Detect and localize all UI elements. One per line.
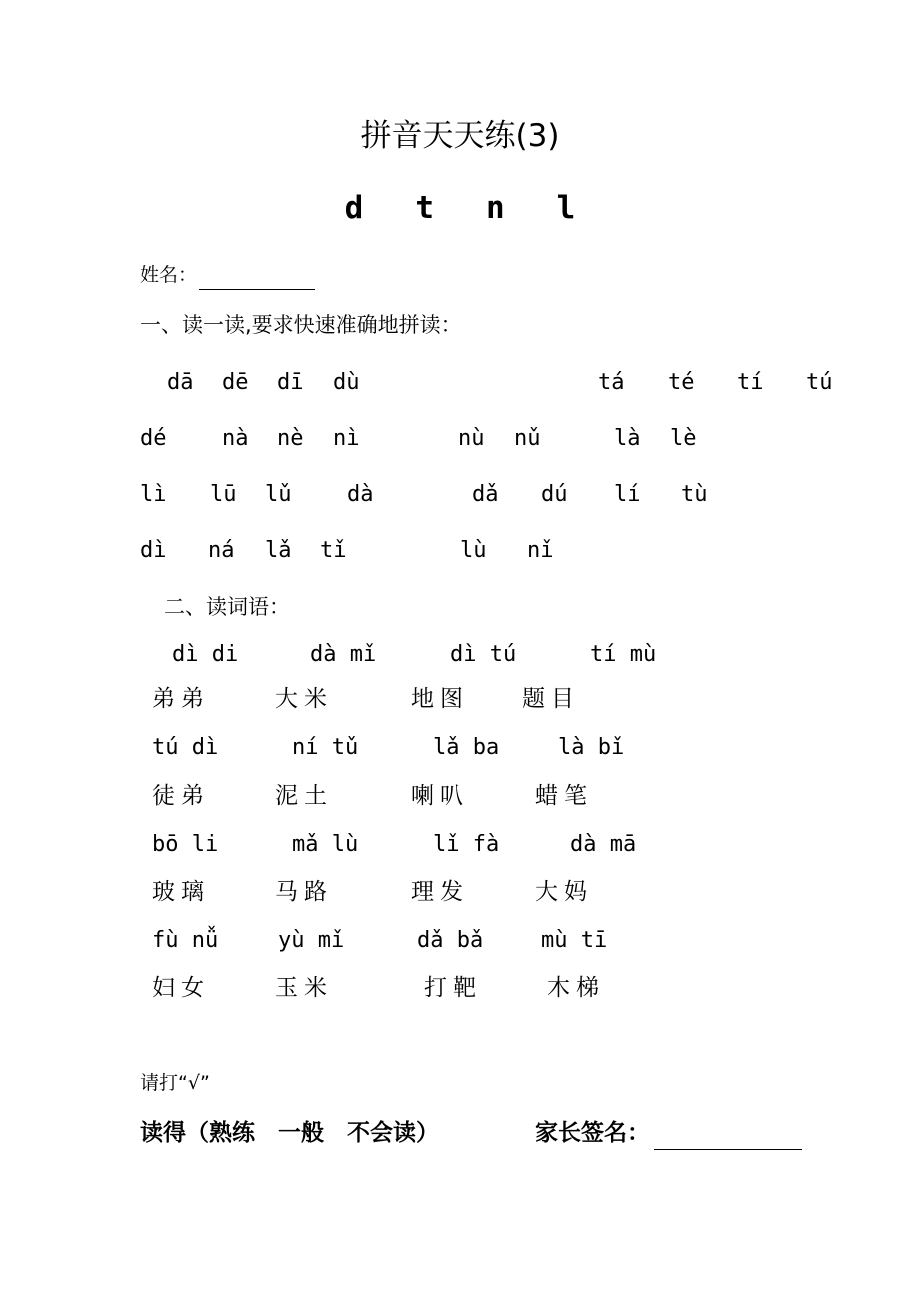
- syllable: dì: [140, 538, 167, 563]
- word-hanzi: 题目: [522, 686, 580, 712]
- initials-heading: [0, 186, 920, 230]
- syllable: nì: [333, 426, 360, 451]
- word-pinyin: yù mǐ: [278, 928, 345, 953]
- syllable: nè: [277, 426, 304, 451]
- word-hanzi: 喇叭: [411, 783, 469, 809]
- check-instruction: 请打“√”: [140, 1072, 210, 1094]
- syllable: lǎ: [265, 538, 292, 563]
- syllable: tù: [681, 482, 708, 507]
- syllable: lù: [460, 538, 487, 563]
- word-hanzi: 弟弟: [152, 686, 210, 712]
- word-pinyin: lǐ fà: [433, 832, 500, 857]
- page-title: 拼音天天练(3): [360, 118, 560, 154]
- initial-letter: n: [485, 190, 505, 226]
- syllable: dù: [333, 370, 360, 395]
- word-pinyin: mù tī: [541, 928, 608, 953]
- reading-level-options[interactable]: 读得（熟练 一般 不会读）: [140, 1120, 439, 1146]
- word-hanzi: 玻璃: [152, 879, 210, 905]
- word-pinyin: tú dì: [152, 735, 219, 760]
- word-hanzi: 木梯: [547, 975, 605, 1001]
- syllable: tú: [806, 370, 833, 395]
- parent-signature-field: [535, 1116, 802, 1150]
- syllable: lè: [670, 426, 697, 451]
- word-pinyin: lǎ ba: [433, 735, 500, 760]
- syllable: dē: [222, 370, 249, 395]
- name-field: [140, 260, 315, 290]
- syllable: lì: [140, 482, 167, 507]
- word-hanzi: 大妈: [535, 879, 593, 905]
- word-hanzi: 蜡笔: [535, 783, 593, 809]
- initial-letter: d: [344, 190, 364, 226]
- word-pinyin: ní tǔ: [292, 735, 359, 760]
- section2-heading: 二、读词语：: [164, 595, 290, 619]
- word-hanzi: 徒弟: [152, 783, 210, 809]
- syllable: lū: [210, 482, 237, 507]
- syllable: tí: [737, 370, 764, 395]
- word-pinyin: dà mā: [570, 832, 637, 857]
- signature-blank-line[interactable]: [654, 1123, 802, 1150]
- word-hanzi: 打靶: [424, 975, 482, 1001]
- word-hanzi: 马路: [275, 879, 333, 905]
- syllable: nǔ: [514, 426, 541, 451]
- syllable: nà: [222, 426, 249, 451]
- word-hanzi: 大米: [275, 686, 333, 712]
- syllable: tǐ: [320, 538, 347, 563]
- word-hanzi: 玉米: [275, 975, 333, 1001]
- word-pinyin: dǎ bǎ: [417, 928, 484, 953]
- name-blank-line[interactable]: [199, 267, 315, 290]
- word-hanzi: 妇女: [152, 975, 210, 1001]
- section1-heading: 一、读一读,要求快速准确地拼读：: [140, 313, 462, 337]
- syllable: nǐ: [527, 538, 554, 563]
- word-hanzi: 泥土: [275, 783, 333, 809]
- syllable: dī: [277, 370, 304, 395]
- syllable: lí: [614, 482, 641, 507]
- syllable: dú: [541, 482, 568, 507]
- word-pinyin: fù nǚ: [152, 928, 219, 953]
- word-hanzi: 地图: [411, 686, 469, 712]
- word-hanzi: 理发: [411, 879, 469, 905]
- syllable: dé: [140, 426, 167, 451]
- parent-sign-label: 家长签名：: [535, 1120, 650, 1146]
- word-pinyin: dì tú: [450, 642, 517, 667]
- syllable: dā: [167, 370, 194, 395]
- syllable: là: [614, 426, 641, 451]
- word-pinyin: mǎ lù: [292, 832, 359, 857]
- syllable: lǔ: [265, 482, 292, 507]
- word-pinyin: dì di: [172, 642, 239, 667]
- syllable: nù: [458, 426, 485, 451]
- initial-letter: l: [556, 190, 576, 226]
- word-pinyin: là bǐ: [558, 735, 625, 760]
- syllable: tá: [598, 370, 625, 395]
- syllable: té: [668, 370, 695, 395]
- word-pinyin: dà mǐ: [310, 642, 377, 667]
- syllable: dà: [347, 482, 374, 507]
- name-label: 姓名：: [140, 264, 198, 286]
- word-pinyin: tí mù: [590, 642, 657, 667]
- word-pinyin: bō li: [152, 832, 219, 857]
- syllable: dǎ: [472, 482, 499, 507]
- syllable: ná: [208, 538, 235, 563]
- initial-letter: t: [415, 190, 434, 226]
